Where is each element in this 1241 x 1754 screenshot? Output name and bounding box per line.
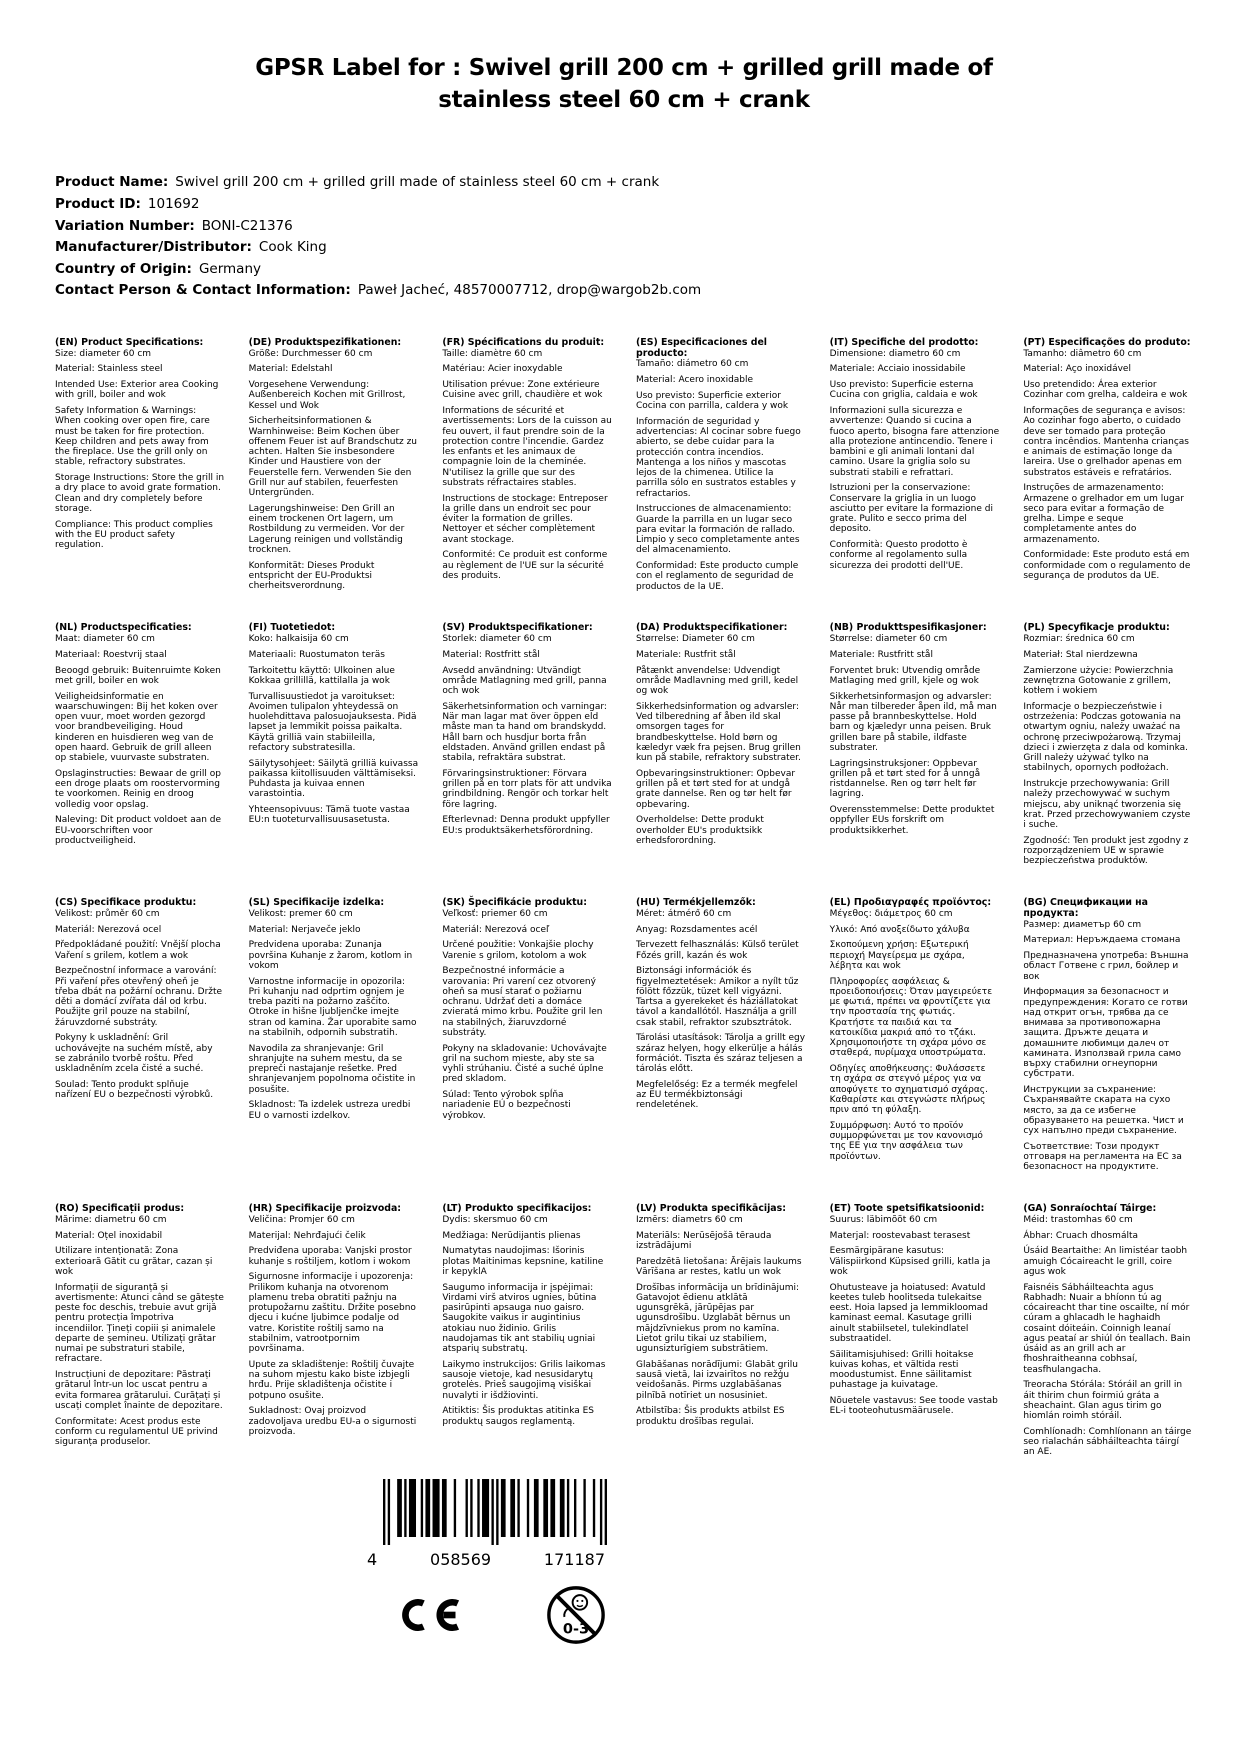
lang-block-bg xyxy=(1023,898,1193,1178)
spec-paragraph: Material: Rostfritt stål xyxy=(442,649,540,660)
spec-paragraph: Predviđena uporaba: Vanjski prostor kuhanje s roštiljem, kotlom i wokom xyxy=(248,1246,412,1267)
spec-paragraph: Tarkoitettu käyttö: Ulkoinen alue Kokkaa grillillä, kattilalla ja wok xyxy=(248,665,395,686)
spec-paragraph: Conformité: Ce produit est conforme au règlement de l'UE sur la sécurité des produits. xyxy=(442,550,608,581)
lang-block-header: (RO) Specificații produs: xyxy=(55,1203,185,1215)
lang-block-header: (HR) Specifikacije proizvoda: xyxy=(248,1203,402,1215)
spec-paragraph: Σκοπούμενη χρήση: Εξωτερική περιοχή Μαγείρεμα με σχάρα, λέβητα και wok xyxy=(829,940,969,971)
spec-paragraph: Pokyny k uskladnění: Gril uchovávejte na suchém místě, aby se zabránilo tvorbě roštu. Před uskladněním zcela čisté a suché. xyxy=(55,1033,213,1075)
lang-block-lv xyxy=(636,1204,806,1463)
spec-paragraph: Zgodność: Ten produkt jest zgodny z rozporządzeniem UE w sprawie bezpieczeństwa produktów. xyxy=(1023,835,1189,867)
label-footer xyxy=(367,1479,683,1647)
spec-paragraph: Utilisation prévue: Zone extérieure Cuisine avec grill, chaudière et wok xyxy=(442,380,603,401)
language-grid xyxy=(55,338,1193,1463)
spec-paragraph: Glabāšanas norādījumi: Glabāt grilu sausā vietā, lai izvairītos no režģu veidošanās. Pirms uzglabāšanas pilnībā notīriet un nosusiniet. xyxy=(636,1359,798,1401)
spec-paragraph: Safety Information & Warnings: When cooking over open fire, care must be taken for fire protection. Keep children and pets away from the fireplace. Use the grill only on stable, refractory substrates. xyxy=(55,406,210,468)
spec-paragraph: Zamierzone użycie: Powierzchnia zewnętrzna Gotowanie z grillem, kotłem i wokiem xyxy=(1023,665,1174,697)
spec-paragraph: Utilizare intenționată: Zona exterioară Gătit cu grătar, cazan și wok xyxy=(55,1246,213,1277)
lang-block-fi xyxy=(249,623,419,872)
spec-paragraph: Nõuetele vastavus: See toode vastab EL-i tooteohutusmäärusele. xyxy=(829,1396,998,1417)
spec-paragraph: Úsáid Beartaithe: An limistéar taobh amuigh Cócaireacht le grill, coire agus wok xyxy=(1023,1246,1188,1277)
spec-paragraph: Intended Use: Exterior area Cooking with grill, boiler and wok xyxy=(55,380,219,401)
page-title: GPSR Label for : Swivel grill 200 cm + grilled grill made of stainless steel 60 cm + crank xyxy=(255,55,993,114)
spec-paragraph: Conformidad: Este producto cumple con el reglamento de seguridad de productos de la UE. xyxy=(636,561,799,592)
country-of-origin-row xyxy=(55,259,1193,281)
lang-block-header: (GA) Sonraíochtaí Táirge: xyxy=(1023,1203,1157,1215)
barcode-group2: 171187 xyxy=(543,1550,605,1569)
spec-paragraph: Megfelelőség: Ez a termék megfelel az EU termékbiztonsági rendeletének. xyxy=(636,1079,798,1111)
product-info xyxy=(55,172,1193,302)
spec-paragraph: Informações de segurança e avisos: Ao cozinhar fogo aberto, o cuidado deve ser tomado para proteção contra incêndios. Mantenha crianças e animais de estimação longe da lareira. Use o grelhador apenas em substratos estáveis e refratários. xyxy=(1023,406,1189,478)
spec-paragraph: Faisnéis Sábháilteachta agus Rabhadh: Nuair a bhíonn tú ag cócaireacht thar tine oscailte, ní mór cúram a ghlacadh le haghaidh cosaint dóiteáin. Coinnigh leanaí agus peataí ar shiúl ón teallach. Bain úsáid as an grill ach ar fhoshraitheanna cobhsaí, teasfhulangacha. xyxy=(1023,1282,1191,1375)
lang-block-hr xyxy=(249,1204,419,1463)
spec-paragraph: Paredzētā lietošana: Ārējais laukums Vārīšana ar restes, katlu un wok xyxy=(636,1256,802,1277)
spec-paragraph: Material: Edelstahl xyxy=(248,364,333,375)
spec-paragraph: Medžiaga: Nerūdijantis plienas xyxy=(442,1230,581,1241)
spec-paragraph: Предназначена употреба: Външна област Готвене с грил, бойлер и вок xyxy=(1023,951,1189,982)
spec-paragraph: Materiaali: Ruostumaton teräs xyxy=(248,649,385,660)
spec-paragraph: Instructions de stockage: Entreposer la grille dans un endroit sec pour éviter la formation de grilles. Nettoyer et sécher complètement avant stockage. xyxy=(442,493,608,545)
ce-mark-icon xyxy=(399,1588,471,1642)
spec-paragraph: Materiál: Nerezová ocel xyxy=(55,924,162,935)
spec-paragraph: Πληροφορίες ασφάλειας & προειδοποιήσεις: Όταν μαγειρεύετε με φωτιά, πρέπει να φροντίζετε για την προστασία της φωτιάς. Κρατήστε τα παιδιά και τα κατοικίδια μακριά από το τζάκι. Χρησιμοποιήστε τη σχάρα μόνο σε σταθερά, πυρίμαχα υποστρώματα. xyxy=(829,976,993,1059)
product-id-value: 101692 xyxy=(147,195,200,212)
barcode-group1: 058569 xyxy=(430,1550,492,1569)
spec-paragraph: Navodila za shranjevanje: Gril shranjujte na suhem mestu, da se prepreči nastajanje rešetke. Pred shranjevanjem popolnoma očistite in posušite. xyxy=(248,1043,416,1095)
variation-number-value: BONI-C21376 xyxy=(201,217,293,234)
spec-paragraph: Veiligheidsinformatie en waarschuwingen: Bij het koken over open vuur, moet worden gezorgd voor brandbeveiliging. Houd kinderen en huisdieren weg van de open haard. Gebruik de grill alleen op stabiele, vuurvaste substraten. xyxy=(55,691,218,764)
spec-paragraph: Instruções de armazenamento: Armazene o grelhador em um lugar seco para evitar a formação de grelha. Limpe e seque completamente antes do armazenamento. xyxy=(1023,483,1184,545)
spec-paragraph: Overholdelse: Dette produkt overholder EU's produktsikk erhedsforordning. xyxy=(636,815,764,846)
spec-paragraph: Predvidena uporaba: Zunanja površina Kuhanje z žarom, kotlom in vokom xyxy=(248,940,413,971)
spec-paragraph: Tamaño: diámetro 60 cm xyxy=(636,359,749,370)
spec-paragraph: Mărime: diametru 60 cm xyxy=(55,1214,167,1225)
spec-paragraph: Sigurnosne informacije i upozorenja: Prilikom kuhanja na otvorenom plamenu treba obratiti pažnju na protupožarnu zaštitu. Držite posebno djecu i kućne ljubimce podalje od vatre. Koristite roštilj samo na stabilnim, vatrootpornim površinama. xyxy=(248,1272,416,1354)
spec-paragraph: Numatytas naudojimas: Išorinis plotas Maitinimas kepsnine, katiline ir kepyklA xyxy=(442,1246,604,1277)
spec-paragraph: Instrucciones de almacenamiento: Guarde la parrilla en un lugar seco para evitar la formación de rallado. Limpio y seco completamente antes del almacenamiento. xyxy=(636,504,800,556)
spec-paragraph: Materiāls: Nerūsējošā tērauda izstrādājumi xyxy=(636,1230,772,1251)
spec-paragraph: Sikkerhedsinformation og advarsler: Ved tilberedning af åben ild skal omsorgen tages for brandbeskyttelse. Hold børn og kæledyr væk fra pejsen. Brug grillen kun på stabile, refraktory substrater. xyxy=(636,701,801,764)
spec-paragraph: Bezpečnostné informácie a varovania: Pri varení cez otvorený oheň sa musí starať o požiarnu ochranu. Udržať deti a domáce zvieratá mimo krbu. Použite gril len na stabilných, žiaruvzdorné substráty. xyxy=(442,966,603,1038)
lang-block-sl xyxy=(249,898,419,1178)
lang-block-header: (HU) Termékjellemzők: xyxy=(636,897,756,909)
spec-paragraph: Drošības informācija un brīdinājumi: Gatavojot ēdienu atklātā ugunsgrēkā, jārūpējas par ugunsdrošību. Uzglabāt bērnus un mājdzīvniekus prom no kamīna. Lietot grilu tikai uz stabiliem, ugunsizturīgiem substrātiem. xyxy=(636,1282,800,1354)
spec-paragraph: Yhteensopivuus: Tämä tuote vastaa EU:n tuoteturvallisuusasetusta. xyxy=(248,805,410,826)
spec-paragraph: Opslaginstructies: Bewaar de grill op een droge plaats om roostervorming te voorkomen. Reinig en droog volledig voor opslag. xyxy=(55,768,221,810)
age-warning-text: 0-3 xyxy=(562,1621,590,1638)
lang-block-pl xyxy=(1023,623,1193,872)
spec-paragraph: Material: Oțel inoxidabil xyxy=(55,1230,163,1241)
lang-block-header: (NL) Productspecificaties: xyxy=(55,622,192,634)
spec-paragraph: Uso previsto: Superficie exterior Cocina con parrilla, caldera y wok xyxy=(636,390,789,412)
lang-block-header: (NB) Produkttspesifikasjoner: xyxy=(829,622,987,634)
spec-paragraph: Méret: átmérő 60 cm xyxy=(636,908,732,919)
spec-paragraph: Rozmiar: średnica 60 cm xyxy=(1023,634,1135,645)
spec-paragraph: Conformità: Questo prodotto è conforme al regolamento sulla sicurezza dei prodotti dell'UE. xyxy=(829,540,968,571)
spec-paragraph: Matériau: Acier inoxydable xyxy=(442,364,563,375)
spec-paragraph: Forventet bruk: Utvendig område Matlaging med grill, kjele og wok xyxy=(829,665,981,686)
spec-paragraph: Naleving: Dit product voldoet aan de EU-voorschriften voor productveiligheid. xyxy=(55,815,222,846)
spec-paragraph: Súlad: Tento výrobok spĺňa nariadenie EÚ o bezpečnosti výrobkov. xyxy=(442,1090,571,1121)
spec-paragraph: Izmērs: diametrs 60 cm xyxy=(636,1214,743,1225)
spec-paragraph: Pokyny na skladovanie: Uchovávajte gril na suchom mieste, aby ste sa vyhli strúhaniu. Čisté a suché úplne pred skladom. xyxy=(442,1043,607,1085)
spec-paragraph: Koko: halkaisija 60 cm xyxy=(248,634,349,645)
product-name-value: Swivel grill 200 cm + grilled grill made of stainless steel 60 cm + crank xyxy=(175,174,660,191)
compliance-marks xyxy=(399,1583,683,1647)
spec-paragraph: Sicherheitsinformationen & Warnhinweise: Beim Kochen über offenem Feuer ist auf Brandschutz zu achten. Halten Sie insbesondere Kinder und Haustiere von der Feuerstelle fern. Verwenden Sie den Grill nur auf stabilen, feuerfesten Untergründen. xyxy=(248,416,418,499)
spec-paragraph: Lagerungshinweise: Den Grill an einem trockenen Ort lagern, um Rostbildung zu vermeiden. Vor der Lagerung reinigen und vollständig trocknen. xyxy=(248,503,405,555)
lang-block-header: (FI) Tuotetiedot: xyxy=(248,622,336,634)
spec-paragraph: Υλικό: Από ανοξείδωτο χάλυβα xyxy=(829,924,970,935)
spec-paragraph: Comhlíonadh: Comhlíonann an táirge seo rialachán sábháilteachta táirgí an AE. xyxy=(1023,1426,1192,1458)
spec-paragraph: Vorgesehene Verwendung: Außenbereich Kochen mit Grillrost, Kessel und Wok xyxy=(248,380,406,411)
lang-block-da xyxy=(636,623,806,872)
spec-paragraph: Säilytysohjeet: Säilytä grilliä kuivassa paikassa kiitollisuuden välttämiseksi. Puhdasta ja kuivaa ennen varastointia. xyxy=(248,758,419,800)
spec-paragraph: Compliance: This product complies with the EU product safety regulation. xyxy=(55,519,213,551)
manufacturer-value: Cook King xyxy=(258,239,327,256)
spec-paragraph: Størrelse: diameter 60 cm xyxy=(829,634,948,645)
spec-paragraph: Biztonsági információk és figyelmeztetések: Amikor a nyílt tűz fölött főzzük, tüzet kell vigyázni. Tartsa a gyerekeket és háziállatokat távol a kandallótól. Használja a grill csak stabil, refraktor szubsztrátok. xyxy=(636,966,799,1028)
spec-paragraph: Conformidade: Este produto está em conformidade com o regulamento de segurança de produtos da UE. xyxy=(1023,550,1191,581)
contact-row xyxy=(55,280,1193,302)
contact-value: Paweł Jacheć, 48570007712, drop@wargob2b.com xyxy=(357,282,702,299)
spec-paragraph: Размер: диаметър 60 cm xyxy=(1023,919,1142,930)
lang-block-header: (CS) Specifikace produktu: xyxy=(55,897,197,909)
spec-paragraph: Laikymo instrukcijos: Grilis laikomas sausoje vietoje, kad nesusidarytų grotelės. Prieš saugojimą visiškai nuvalyti ir išdžiovinti. xyxy=(442,1359,606,1401)
spec-paragraph: Instrucțiuni de depozitare: Păstrați grătarul într-un loc uscat pentru a evita formarea grătarului. Curățați și uscați complet înainte de depozitare. xyxy=(55,1370,223,1411)
spec-paragraph: Saugumo informacija ir įspėjimai: Virdami virš atviros ugnies, būtina pasirūpinti apsauga nuo gaisro. Saugokite vaikus ir augintinius atokiau nuo židinio. Grilis naudojamas tik ant stabilių ugniai atsparių substratų. xyxy=(442,1282,597,1354)
spec-paragraph: Инструкции за съхранение: Съхранявайте скарата на сухо място, за да се избегне образуването на решетка. Чист и сух напълно преди съхранение. xyxy=(1023,1085,1184,1137)
lang-block-header: (IT) Specifiche del prodotto: xyxy=(829,336,979,348)
barcode-digits xyxy=(367,1550,605,1569)
lang-block-nb xyxy=(830,623,1000,872)
spec-paragraph: Opbevaringsinstruktioner: Opbevar grillen på et tørt sted for at undgå grate dannelse. Ren og tør helt før opbevaring. xyxy=(636,768,796,810)
spec-paragraph: Předpokládané použití: Vnější plocha Vaření s grilem, kotlem a wok xyxy=(55,940,221,961)
spec-paragraph: Informations de sécurité et avertissements: Lors de la cuisson au feu ouvert, il faut prendre soin de la protection contre l'incendie. Gardez les enfants et les animaux de compagnie loin de la cheminée. N'utilisez la grille que sur des substrats réfractaires stables. xyxy=(442,406,612,488)
lang-block-lt xyxy=(442,1204,612,1463)
spec-paragraph: Οδηγίες αποθήκευσης: Φυλάσσετε τη σχάρα σε στεγνό μέρος για να αποφύγετε το σχηματισμό σχάρας. Καθαρίστε και στεγνώστε πλήρως πριν από τη φύλαξη. xyxy=(829,1064,988,1116)
spec-paragraph: Materjal: roostevabast terasest xyxy=(829,1230,971,1241)
spec-paragraph: Materiál: Nerezová oceľ xyxy=(442,924,550,935)
spec-paragraph: Eesmärgipärane kasutus: Välispiirkond Küpsised grilli, katla ja wok xyxy=(829,1246,991,1277)
spec-paragraph: Skladnost: Ta izdelek ustreza uredbi EU o varnosti izdelkov. xyxy=(248,1100,411,1121)
lang-block-header: (ET) Toote spetsifikatsioonid: xyxy=(829,1203,985,1215)
spec-paragraph: Съответствие: Този продукт отговаря на регламента на ЕС за безопасност на продуктите. xyxy=(1023,1141,1182,1173)
lang-block-it xyxy=(830,338,1000,597)
spec-paragraph: Tamanho: diâmetro 60 cm xyxy=(1023,348,1142,359)
lang-block-header: (BG) Спецификации на продукта: xyxy=(1023,897,1148,919)
spec-paragraph: Materiał: Stal nierdzewna xyxy=(1023,649,1138,660)
manufacturer-label: Manufacturer/Distributor: xyxy=(55,239,252,256)
spec-paragraph: Materijal: Nehrđajući čelik xyxy=(248,1230,366,1241)
spec-paragraph: Atbilstība: Šis produkts atbilst ES produktu drošības regulai. xyxy=(636,1406,785,1427)
spec-paragraph: Istruzioni per la conservazione: Conservare la griglia in un luogo asciutto per evitare la formazione di grate. Pulito e secco prima del deposito. xyxy=(829,483,993,535)
spec-paragraph: Conformitate: Acest produs este conform cu regulamentul UE privind siguranța produselor. xyxy=(55,1416,218,1447)
spec-paragraph: Dydis: skersmuo 60 cm xyxy=(442,1214,548,1225)
contact-label: Contact Person & Contact Information: xyxy=(55,282,351,299)
spec-paragraph: Påtænkt anvendelse: Udvendigt område Madlavning med grill, kedel og wok xyxy=(636,665,799,697)
spec-paragraph: Størrelse: Diameter 60 cm xyxy=(636,634,755,645)
lang-block-header: (SL) Specifikacije izdelka: xyxy=(248,897,385,909)
spec-paragraph: Materiale: Rustfritt stål xyxy=(829,649,933,660)
spec-paragraph: Beoogd gebruik: Buitenruimte Koken met grill, boiler en wok xyxy=(55,665,221,686)
spec-paragraph: Konformität: Dieses Produkt entspricht der EU-Produktsi cherheitsverordnung. xyxy=(248,560,375,592)
spec-paragraph: Material: Nerjaveče jeklo xyxy=(248,924,361,935)
lang-block-fr xyxy=(442,338,612,597)
spec-paragraph: Sikkerhetsinformasjon og advarsler: Når man tilbereder åpen ild, må man passe på brannbeskyttelse. Hold barn og kjæledyr unna peisen. Bruk grillen bare på stabile, ildfaste substrater. xyxy=(829,691,997,753)
spec-paragraph: Materiale: Rustfrit stål xyxy=(636,649,736,660)
lang-block-hu xyxy=(636,898,806,1178)
spec-paragraph: Material: Stainless steel xyxy=(55,364,163,375)
product-name-row xyxy=(55,172,1193,194)
age-warning-0-3-icon xyxy=(545,1583,607,1647)
lang-block-et xyxy=(830,1204,1000,1463)
spec-paragraph: Suurus: läbimõõt 60 cm xyxy=(829,1214,938,1225)
product-id-label: Product ID: xyxy=(55,195,141,212)
spec-paragraph: Ábhar: Cruach dhosmálta xyxy=(1023,1230,1139,1241)
variation-number-label: Variation Number: xyxy=(55,217,195,234)
spec-paragraph: Информация за безопасност и предупреждения: Когато се готви над открит огън, трябва да се внимава за противопожарна защита. Дръжте децата и домашните любимци далеч от камината. Използвай грила само върху стабилни огнеупорни субстрати. xyxy=(1023,987,1188,1080)
lang-block-header: (LV) Produkta specifikācijas: xyxy=(636,1203,786,1215)
spec-paragraph: Sukladnost: Ovaj proizvod zadovoljava uredbu EU-a o sigurnosti proizvoda. xyxy=(248,1406,417,1437)
lang-block-el xyxy=(830,898,1000,1178)
variation-number-row xyxy=(55,216,1193,238)
spec-paragraph: Tervezett felhasználás: Külső terület Főzés grill, kazán és wok xyxy=(636,940,799,961)
spec-paragraph: Informazioni sulla sicurezza e avvertenze: Quando si cucina a fuoco aperto, bisogna fare attenzione alla protezione antincendio. Tenere i bambini e gli animali lontani dal camino. Usare la griglia solo su substrati stabili e refrattari. xyxy=(829,406,1000,478)
spec-paragraph: Méid: trastomhas 60 cm xyxy=(1023,1214,1133,1225)
product-id-row xyxy=(55,194,1193,216)
lang-block-es xyxy=(636,338,806,597)
product-name-label: Product Name: xyxy=(55,174,169,191)
spec-paragraph: Varnostne informacije in opozorila: Pri kuhanju nad odprtim ognjem je treba paziti na požarno zaščito. Otroke in hišne ljubljenčke imejte stran od kamina. Žar uporabite samo na stabilnih, odpornih substratih. xyxy=(248,976,417,1038)
spec-paragraph: Säilitamisjuhised: Grilli hoitakse kuivas kohas, et vältida resti moodustumist. Enne säilitamist puhastage ja kuivatage. xyxy=(829,1349,974,1391)
spec-paragraph: Soulad: Tento produkt splňuje nařízení EU o bezpečnosti výrobků. xyxy=(55,1079,214,1101)
lang-block-header: (SV) Produktspecifikationer: xyxy=(442,622,593,634)
spec-paragraph: Maat: diameter 60 cm xyxy=(55,634,155,645)
spec-paragraph: Upute za skladištenje: Roštilj čuvajte na suhom mjestu kako biste izbjegli hrđu. Prije skladištenja očistite i potpuno osušite. xyxy=(248,1359,415,1401)
spec-paragraph: Avsedd användning: Utvändigt område Matlagning med grill, panna och wok xyxy=(442,665,607,697)
barcode-system-digit: 4 xyxy=(367,1550,378,1569)
spec-paragraph: Μέγεθος: διάμετρος 60 cm xyxy=(829,908,953,919)
spec-paragraph: Dimensione: diametro 60 cm xyxy=(829,348,961,359)
spec-paragraph: Material: Aço inoxidável xyxy=(1023,364,1131,375)
spec-paragraph: Určené použitie: Vonkajšie plochy Varenie s grilom, kotolom a wok xyxy=(442,940,594,961)
lang-block-ro xyxy=(55,1204,225,1463)
spec-paragraph: Información de seguridad y advertencias: Al cocinar sobre fuego abierto, se debe cuidar para la protección contra incendios. Mantenga a los niños y mascotas lejos de la chimenea. Utilice la parrilla sólo en sustratos estables y refractarios. xyxy=(636,416,801,499)
spec-paragraph: Efterlevnad: Denna produkt uppfyller EU:s produktsäkerhetsförordning. xyxy=(442,815,610,836)
barcode xyxy=(367,1479,683,1569)
spec-paragraph: Ohutusteave ja hoiatused: Avatuld keetes tuleb hoolitseda tulekaitse eest. Hoia lapsed ja lemmikloomad kaminast eemal. Kasutage grilli ainult stabiilsetel, tulekindlatel substraatidel. xyxy=(829,1282,989,1344)
lang-block-cs xyxy=(55,898,225,1178)
spec-paragraph: Velikost: premer 60 cm xyxy=(248,908,353,919)
spec-paragraph: Veľkosť: priemer 60 cm xyxy=(442,908,548,919)
lang-block-sk xyxy=(442,898,612,1178)
spec-paragraph: Bezpečnostní informace a varování: Při vaření přes otevřený oheň je třeba dbát na požární ochranu. Držte děti a domácí zvířata dál od krbu. Použijte gril pouze na stabilní, žáruvzdorné substráty. xyxy=(55,966,223,1028)
spec-paragraph: Lagringsinstruksjoner: Oppbevar grillen på et tørt sted for å unngå ristdannelse. Ren og tørr helt før lagring. xyxy=(829,758,981,800)
lang-block-de xyxy=(249,338,419,597)
spec-paragraph: Materiaal: Roestvrij staal xyxy=(55,649,167,660)
lang-block-header: (FR) Spécifications du produit: xyxy=(442,336,605,348)
spec-paragraph: Uso previsto: Superficie esterna Cucina con griglia, caldaia e wok xyxy=(829,380,978,401)
lang-block-header: (EN) Product Specifications: xyxy=(55,336,204,348)
lang-block-header: (SK) Špecifikácie produktu: xyxy=(442,897,587,909)
lang-block-header: (LT) Produkto specifikacijos: xyxy=(442,1203,592,1215)
lang-block-header: (ES) Especificaciones del producto: xyxy=(636,336,768,359)
spec-paragraph: Storlek: diameter 60 cm xyxy=(442,634,552,645)
spec-paragraph: Material: Acero inoxidable xyxy=(636,375,754,386)
country-of-origin-value: Germany xyxy=(198,260,261,277)
spec-paragraph: Instrukcje przechowywania: Grill należy przechowywać w suchym miejscu, aby uniknąć tworzenia się krat. Przed przechowywaniem czyste i suche. xyxy=(1023,779,1191,831)
country-of-origin-label: Country of Origin: xyxy=(55,260,192,277)
spec-paragraph: Taille: diamètre 60 cm xyxy=(442,348,543,359)
spec-paragraph: Materiale: Acciaio inossidabile xyxy=(829,364,966,375)
lang-block-header: (EL) Προδιαγραφές προϊόντος: xyxy=(829,897,992,909)
lang-block-header: (PL) Specyfikacje produktu: xyxy=(1023,622,1170,634)
lang-block-en xyxy=(55,338,225,597)
spec-paragraph: Förvaringsinstruktioner: Förvara grillen på en torr plats för att undvika grindbildning. Rengör och torkar helt före lagring. xyxy=(442,768,612,810)
spec-paragraph: Informacje o bezpieczeństwie i ostrzeżenia: Podczas gotowania na otwartym ogniu, należy uważać na ochronę przeciwpożarową. Trzymaj dzieci i zwierzęta z dala od kominka. Grill należy używać tylko na stabilnych, opornych podłożach. xyxy=(1023,701,1189,774)
spec-paragraph: Velikost: průměr 60 cm xyxy=(55,908,160,919)
spec-paragraph: Veličina: Promjer 60 cm xyxy=(248,1214,355,1225)
spec-paragraph: Материал: Неръждаема стомана xyxy=(1023,935,1181,946)
spec-paragraph: Größe: Durchmesser 60 cm xyxy=(248,348,373,359)
spec-paragraph: Συμμόρφωση: Αυτό το προϊόν συμμορφώνεται με τον κανονισμό της ΕΕ για την ασφάλεια των προϊόντων. xyxy=(829,1120,983,1162)
manufacturer-row xyxy=(55,237,1193,259)
spec-paragraph: Overensstemmelse: Dette produktet oppfyller EUs forskrift om produktsikkerhet. xyxy=(829,805,995,836)
lang-block-ga xyxy=(1023,1204,1193,1463)
spec-paragraph: Storage Instructions: Store the grill in a dry place to avoid grate formation. Clean and dry completely before storage. xyxy=(55,473,225,514)
spec-paragraph: Säkerhetsinformation och varningar: När man lagar mat över öppen eld måste man ta hand om brandskydd. Håll barn och husdjur borta från eldstaden. Använd grillen endast på stabila, refraktära substrat. xyxy=(442,701,607,764)
lang-block-pt xyxy=(1023,338,1193,597)
lang-block-sv xyxy=(442,623,612,872)
spec-paragraph: Treoracha Stórála: Stóráil an grill in áit thirim chun foirmiú gráta a sheachaint. Glan agus tirim go hiomlán roimh stóráil. xyxy=(1023,1380,1183,1421)
barcode-bars xyxy=(383,1479,607,1545)
spec-paragraph: Anyag: Rozsdamentes acél xyxy=(636,924,758,935)
spec-paragraph: Informații de siguranță și avertismente: Atunci când se gătește peste foc deschis, trebuie avut grijă pentru protecția împotriva incendiilor. Țineți copiii și animalele departe de șemineu. Utilizați grătar numai pe substraturi stabile, refractare. xyxy=(55,1282,224,1365)
lang-block-header: (PT) Especificações do produto: xyxy=(1023,336,1191,348)
spec-paragraph: Uso pretendido: Área exterior Cozinhar com grelha, caldeira e wok xyxy=(1023,380,1188,401)
lang-block-nl xyxy=(55,623,225,872)
spec-paragraph: Atitiktis: Šis produktas atitinka ES produktų saugos reglamentą. xyxy=(442,1406,595,1427)
spec-paragraph: Size: diameter 60 cm xyxy=(55,348,152,359)
lang-block-header: (DE) Produktspezifikationen: xyxy=(248,336,402,348)
spec-paragraph: Tárolási utasítások: Tárolja a grillt egy száraz helyen, hogy elkerülje a hálás formációt. Tiszta és száraz teljesen a tárolás előtt. xyxy=(636,1033,806,1075)
lang-block-header: (DA) Produktspecifikationer: xyxy=(636,622,788,634)
spec-paragraph: Turvallisuustiedot ja varoitukset: Avoimen tulipalon yhteydessä on huolehdittava palosuojauksesta. Pidä lapset ja lemmikit poissa paikalta. Käytä grilliä vain stabiileilla, refactory substratesilla. xyxy=(248,691,417,753)
